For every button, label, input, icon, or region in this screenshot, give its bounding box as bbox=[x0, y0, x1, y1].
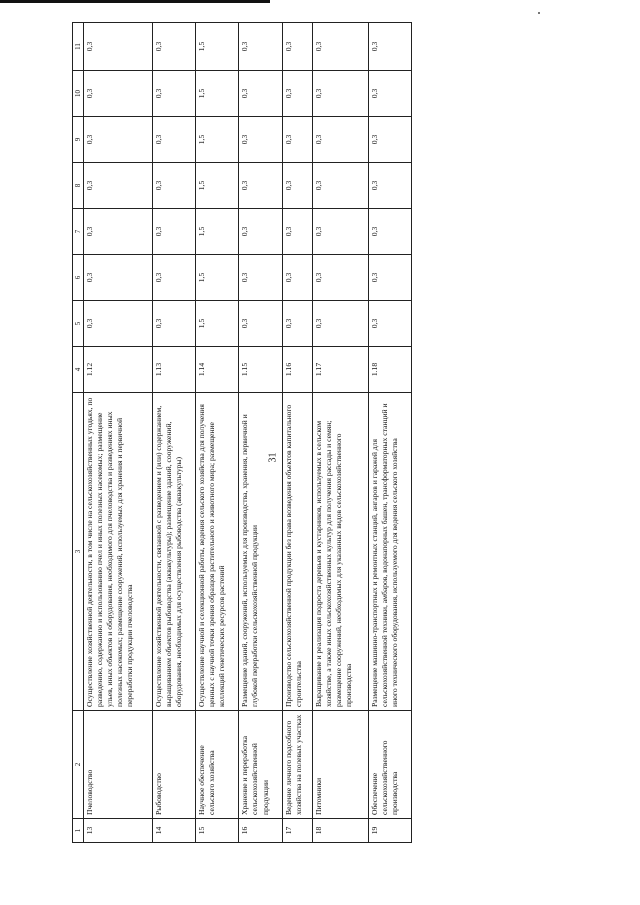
coefficient-value: 0,3 bbox=[239, 301, 282, 347]
table-row bbox=[84, 23, 153, 843]
coefficient-value: 0,3 bbox=[312, 71, 368, 117]
coefficient-value: 0,3 bbox=[368, 163, 411, 209]
land-use-type: Питомники bbox=[312, 711, 368, 819]
coefficient-value: 0,3 bbox=[239, 23, 282, 71]
coefficient-value: 1,5 bbox=[196, 23, 239, 71]
land-use-type: Хранение и переработка сельскохозяйственной продукции bbox=[239, 711, 282, 819]
header-cell: 8 bbox=[73, 163, 84, 209]
coefficient-value: 1,5 bbox=[196, 209, 239, 255]
header-cell: 10 bbox=[73, 71, 84, 117]
coefficient-value: 0,3 bbox=[282, 163, 312, 209]
land-use-description: Осуществление хозяйственной деятельности, связанной с разведением и (или) содержанием, выращиванием объектов рыбоводства (аквакультуры); размещение зданий, сооружений, оборудования, необходимых для осуществления рыбоводства (аквакультуры) bbox=[153, 393, 196, 711]
header-cell: 3 bbox=[73, 393, 84, 711]
header-cell: 4 bbox=[73, 347, 84, 393]
coefficient-value: 0,3 bbox=[84, 301, 153, 347]
scan-speck bbox=[538, 12, 540, 14]
coefficient-value: 1,5 bbox=[196, 301, 239, 347]
coefficient-value: 1,5 bbox=[196, 163, 239, 209]
table-row bbox=[196, 23, 239, 843]
table-row bbox=[368, 23, 411, 843]
coefficient-value: 0,3 bbox=[84, 71, 153, 117]
land-use-description: Осуществление научной и селекционной работы, ведения сельского хозяйства для получения ценных с научной точки зрения образцов растительного и животного мира; размещение коллекций генетических ресурсов растений bbox=[196, 393, 239, 711]
coefficient-value: 1,5 bbox=[196, 71, 239, 117]
row-number: 13 bbox=[84, 819, 153, 843]
coefficient-value: 0,3 bbox=[312, 209, 368, 255]
coefficient-value: 0,3 bbox=[84, 117, 153, 163]
coefficient-value: 0,3 bbox=[239, 255, 282, 301]
coefficient-value: 1,5 bbox=[196, 255, 239, 301]
coefficient-value: 0,3 bbox=[282, 71, 312, 117]
coefficient-value: 0,3 bbox=[312, 23, 368, 71]
header-cell: 1 bbox=[73, 819, 84, 843]
coefficient-value: 0,3 bbox=[153, 209, 196, 255]
coefficient-value: 0,3 bbox=[312, 117, 368, 163]
coefficient-value: 0,3 bbox=[282, 23, 312, 71]
table-row bbox=[312, 23, 368, 843]
header-cell: 11 bbox=[73, 23, 84, 71]
land-use-type: Ведение личного подсобного хозяйства на полевых участках bbox=[282, 711, 312, 819]
coefficient-value: 0,3 bbox=[282, 255, 312, 301]
row-number: 19 bbox=[368, 819, 411, 843]
coefficient-value: 0,3 bbox=[368, 255, 411, 301]
coefficient-value: 0,3 bbox=[84, 23, 153, 71]
table-row bbox=[153, 23, 196, 843]
classifier-code: 1.12 bbox=[84, 347, 153, 393]
coefficient-value: 0,3 bbox=[153, 71, 196, 117]
coefficient-value: 0,3 bbox=[153, 117, 196, 163]
coefficient-value: 0,3 bbox=[368, 117, 411, 163]
row-number: 18 bbox=[312, 819, 368, 843]
coefficient-value: 1,5 bbox=[196, 117, 239, 163]
coefficient-value: 0,3 bbox=[368, 23, 411, 71]
coefficient-value: 0,3 bbox=[153, 163, 196, 209]
coefficient-value: 0,3 bbox=[239, 163, 282, 209]
land-use-description: Размещение зданий, сооружений, используемых для производства, хранения, первичной и глубокой переработки сельскохозяйственной продукции bbox=[239, 393, 282, 711]
coefficient-value: 0,3 bbox=[239, 209, 282, 255]
classifier-code: 1.17 bbox=[312, 347, 368, 393]
coefficient-value: 0,3 bbox=[84, 209, 153, 255]
coefficient-value: 0,3 bbox=[282, 301, 312, 347]
land-use-description: Производство сельскохозяйственной продукции без права возведения объектов капитального строительства bbox=[282, 393, 312, 711]
page-number: 31 bbox=[267, 452, 279, 463]
land-use-type: Научное обеспечение сельского хозяйства bbox=[196, 711, 239, 819]
row-number: 17 bbox=[282, 819, 312, 843]
coefficient-value: 0,3 bbox=[239, 117, 282, 163]
classifier-code: 1.18 bbox=[368, 347, 411, 393]
coefficient-value: 0,3 bbox=[368, 301, 411, 347]
top-rule-line bbox=[0, 0, 270, 3]
coefficient-value: 0,3 bbox=[368, 71, 411, 117]
header-cell: 2 bbox=[73, 711, 84, 819]
row-number: 16 bbox=[239, 819, 282, 843]
row-number: 15 bbox=[196, 819, 239, 843]
coefficient-value: 0,3 bbox=[282, 209, 312, 255]
rotated-table-container bbox=[72, 23, 412, 843]
header-cell: 5 bbox=[73, 301, 84, 347]
header-cell: 6 bbox=[73, 255, 84, 301]
coefficient-value: 0,3 bbox=[84, 163, 153, 209]
classifier-code: 1.14 bbox=[196, 347, 239, 393]
land-use-description: Осуществление хозяйственной деятельности, в том числе на сельскохозяйственных угодьях, по разведению, содержанию и использованию пчел и иных полезных насекомых; размещение ульев, иных объектов и оборудования, необходимого для пчеловодства и разведениях иных полезных насекомых; размещение сооружений, используемых для хранения и первичной переработки продукции пчеловодства bbox=[84, 393, 153, 711]
table-header-row bbox=[73, 23, 84, 843]
coefficient-value: 0,3 bbox=[282, 117, 312, 163]
land-use-description: Выращивание и реализация подроста деревьев и кустарников, используемых в сельском хозяйстве, а также иных сельскохозяйственных культур для получения рассады и семян; размещение сооружений, необходимых для указанных видов сельскохозяйственного производства bbox=[312, 393, 368, 711]
coefficient-value: 0,3 bbox=[153, 301, 196, 347]
classifier-code: 1.16 bbox=[282, 347, 312, 393]
land-use-description: Размещение машинно-транспортных и ремонтных станций, ангаров и гаражей для сельскохозяйственной техники, амбаров, водонапорных башен, трансформаторных станций и иного технического оборудования, используемого для ведения сельского хозяйства bbox=[368, 393, 411, 711]
header-cell: 9 bbox=[73, 117, 84, 163]
land-use-coefficient-table bbox=[72, 22, 412, 843]
coefficient-value: 0,3 bbox=[153, 23, 196, 71]
coefficient-value: 0,3 bbox=[239, 71, 282, 117]
coefficient-value: 0,3 bbox=[312, 255, 368, 301]
table-row bbox=[282, 23, 312, 843]
row-number: 14 bbox=[153, 819, 196, 843]
land-use-type: Обеспечение сельскохозяйственного производства bbox=[368, 711, 411, 819]
coefficient-value: 0,3 bbox=[153, 255, 196, 301]
land-use-type: Пчеловодство bbox=[84, 711, 153, 819]
land-use-type: Рыбоводство bbox=[153, 711, 196, 819]
coefficient-value: 0,3 bbox=[312, 301, 368, 347]
coefficient-value: 0,3 bbox=[368, 209, 411, 255]
coefficient-value: 0,3 bbox=[312, 163, 368, 209]
coefficient-value: 0,3 bbox=[84, 255, 153, 301]
header-cell: 7 bbox=[73, 209, 84, 255]
table-row bbox=[239, 23, 282, 843]
classifier-code: 1.15 bbox=[239, 347, 282, 393]
classifier-code: 1.13 bbox=[153, 347, 196, 393]
